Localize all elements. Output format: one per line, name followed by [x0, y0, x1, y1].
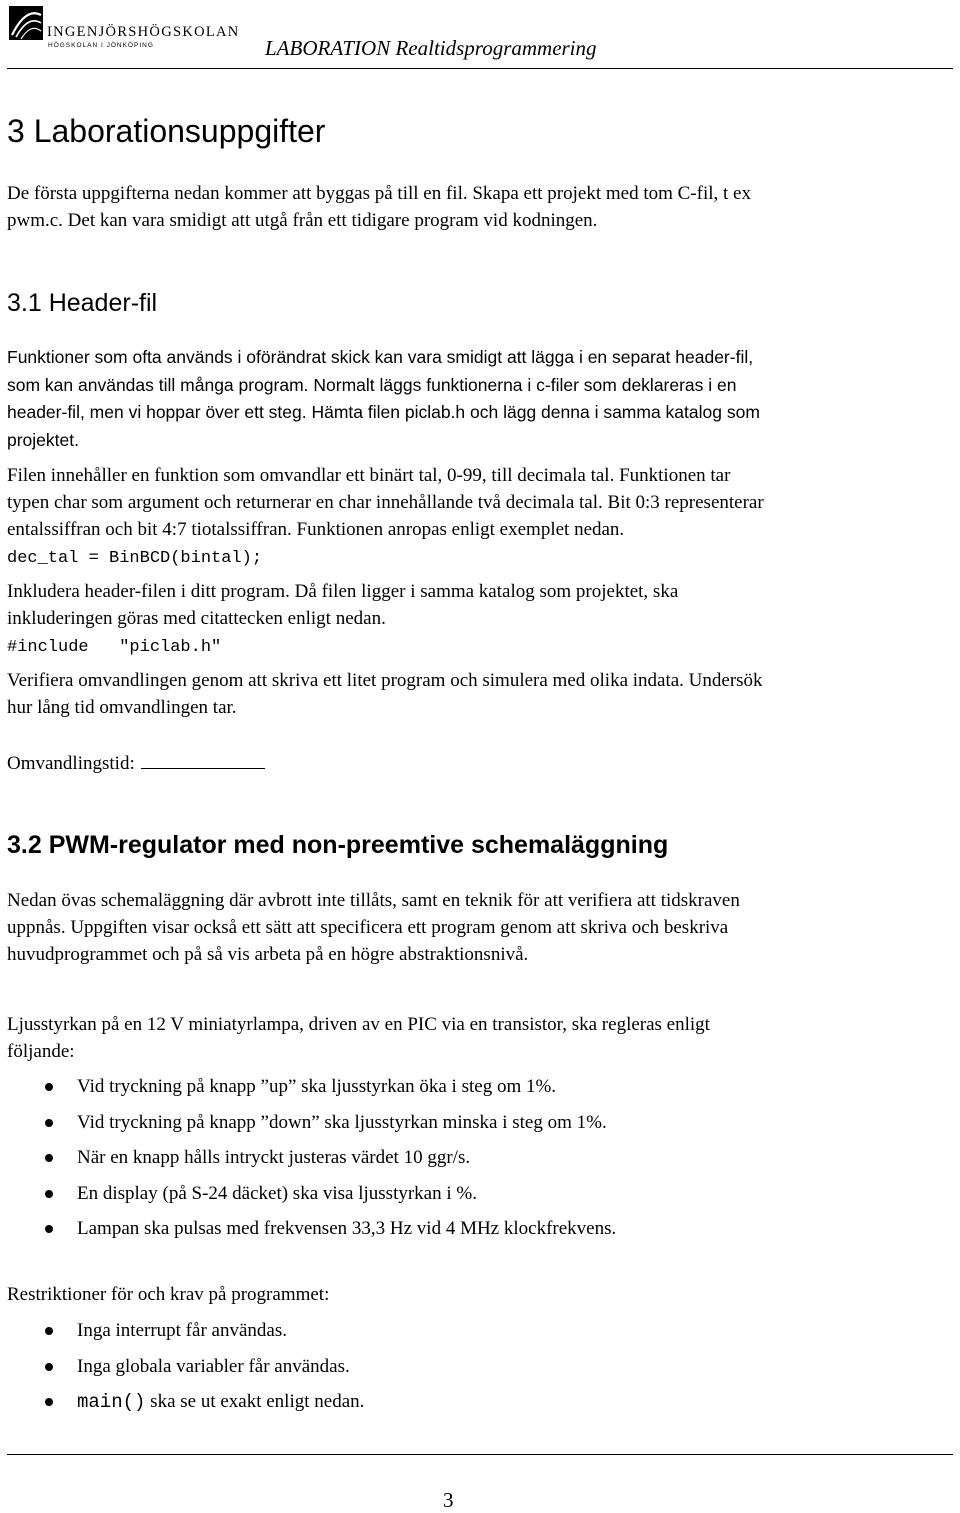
list-item: Vid tryckning på knapp ”up” ska ljusstyrkan öka i steg om 1%.: [7, 1069, 616, 1105]
text-line: som kan användas till många program. Normalt läggs funktionerna i c-filer som deklareras i en: [7, 374, 737, 395]
text-line: pwm.c. Det kan vara smidigt att utgå från ett tidigare program vid kodningen.: [7, 210, 598, 231]
list-item: Vid tryckning på knapp ”down” ska ljusstyrkan minska i steg om 1%.: [7, 1105, 616, 1141]
function-description-paragraph: [7, 462, 764, 543]
text-line: header-fil, men vi hoppar över ett steg. Hämta filen piclab.h och lägg denna i samma katalog som: [7, 402, 760, 422]
logo-wordmark: INGENJÖRSHÖGSKOLAN: [47, 24, 240, 40]
list-item: När en knapp hålls intryckt justeras värdet 10 ggr/s.: [7, 1140, 616, 1176]
logo-subtitle: HÖGSKOLAN I JÖNKÖPING: [48, 42, 154, 49]
text-line: uppnås. Uppgiften visar också ett sätt att specificera ett program genom att skriva och beskriva: [7, 917, 729, 938]
code-example-binbcd: dec_tal = BinBCD(bintal);: [7, 549, 263, 568]
restrictions-list: [7, 1313, 364, 1421]
conversion-time-blank: [141, 754, 265, 769]
scheduling-paragraph: [7, 887, 740, 968]
document-title: LABORATION Realtidsprogrammering: [265, 36, 597, 60]
section-3-1-heading: 3.1 Header-fil: [7, 289, 158, 317]
inline-code-main: main(): [77, 1391, 146, 1413]
text-line: Inkludera header-filen i ditt program. Då filen ligger i samma katalog som projektet, ska: [7, 581, 679, 602]
code-example-include: #include "piclab.h": [7, 638, 222, 657]
conversion-time-label: Omvandlingstid:: [7, 753, 135, 774]
list-item: Inga interrupt får användas.: [7, 1313, 364, 1349]
lamp-paragraph: [7, 1011, 710, 1065]
list-item: En display (på S-24 däcket) ska visa ljusstyrkan i %.: [7, 1176, 616, 1212]
intro-paragraph: [7, 180, 751, 234]
conversion-time-row: [7, 750, 265, 777]
section-3-heading: 3 Laborationsuppgifter: [7, 113, 326, 149]
page-number: 3: [443, 1488, 454, 1512]
include-paragraph: [7, 578, 678, 632]
text-line: typen char som argument och returnerar en char innehållande två decimala tal. Bit 0:3 representerar: [7, 492, 764, 513]
verify-paragraph: [7, 667, 763, 721]
list-item: [7, 1384, 364, 1421]
text-line: Ljusstyrkan på en 12 V miniatyrlampa, driven av en PIC via en transistor, ska regleras enligt: [7, 1014, 710, 1035]
list-item: Inga globala variabler får användas.: [7, 1349, 364, 1385]
requirements-list: [7, 1069, 616, 1247]
text-line: huvudprogrammet och på så vis arbeta på en högre abstraktionsnivå.: [7, 944, 529, 965]
header-rule: [7, 68, 953, 69]
section-3-2-heading: 3.2 PWM-regulator med non-preemtive schemaläggning: [7, 831, 669, 859]
page-header: [0, 0, 960, 80]
footer-rule: [7, 1454, 953, 1455]
list-item-text: ska se ut exakt enligt nedan.: [145, 1391, 365, 1412]
text-line: Funktioner som ofta används i oförändrat skick kan vara smidigt att lägga i en separat header-fil,: [7, 347, 754, 367]
text-line: Nedan övas schemaläggning där avbrott inte tillåts, samt en teknik för att verifiera att tidskraven: [7, 890, 740, 911]
restrictions-label: Restriktioner för och krav på programmet:: [7, 1284, 330, 1305]
text-line: följande:: [7, 1041, 75, 1062]
text-line: hur lång tid omvandlingen tar.: [7, 697, 237, 718]
text-line: projektet.: [7, 429, 79, 450]
header-file-paragraph: [7, 344, 760, 454]
text-line: De första uppgifterna nedan kommer att byggas på till en fil. Skapa ett projekt med tom C-fil, t ex: [7, 183, 751, 204]
text-line: Filen innehåller en funktion som omvandlar ett binärt tal, 0-99, till decimala tal. Funktionen tar: [7, 465, 731, 486]
list-item: Lampan ska pulsas med frekvensen 33,3 Hz vid 4 MHz klockfrekvens.: [7, 1211, 616, 1247]
text-line: entalssiffran och bit 4:7 tiotalssiffran. Funktionen anropas enligt exemplet nedan.: [7, 519, 625, 540]
school-logo-icon: [8, 5, 44, 41]
text-line: inkluderingen göras med citattecken enligt nedan.: [7, 608, 386, 629]
text-line: Verifiera omvandlingen genom att skriva ett litet program och simulera med olika indata. Undersök: [7, 670, 763, 691]
